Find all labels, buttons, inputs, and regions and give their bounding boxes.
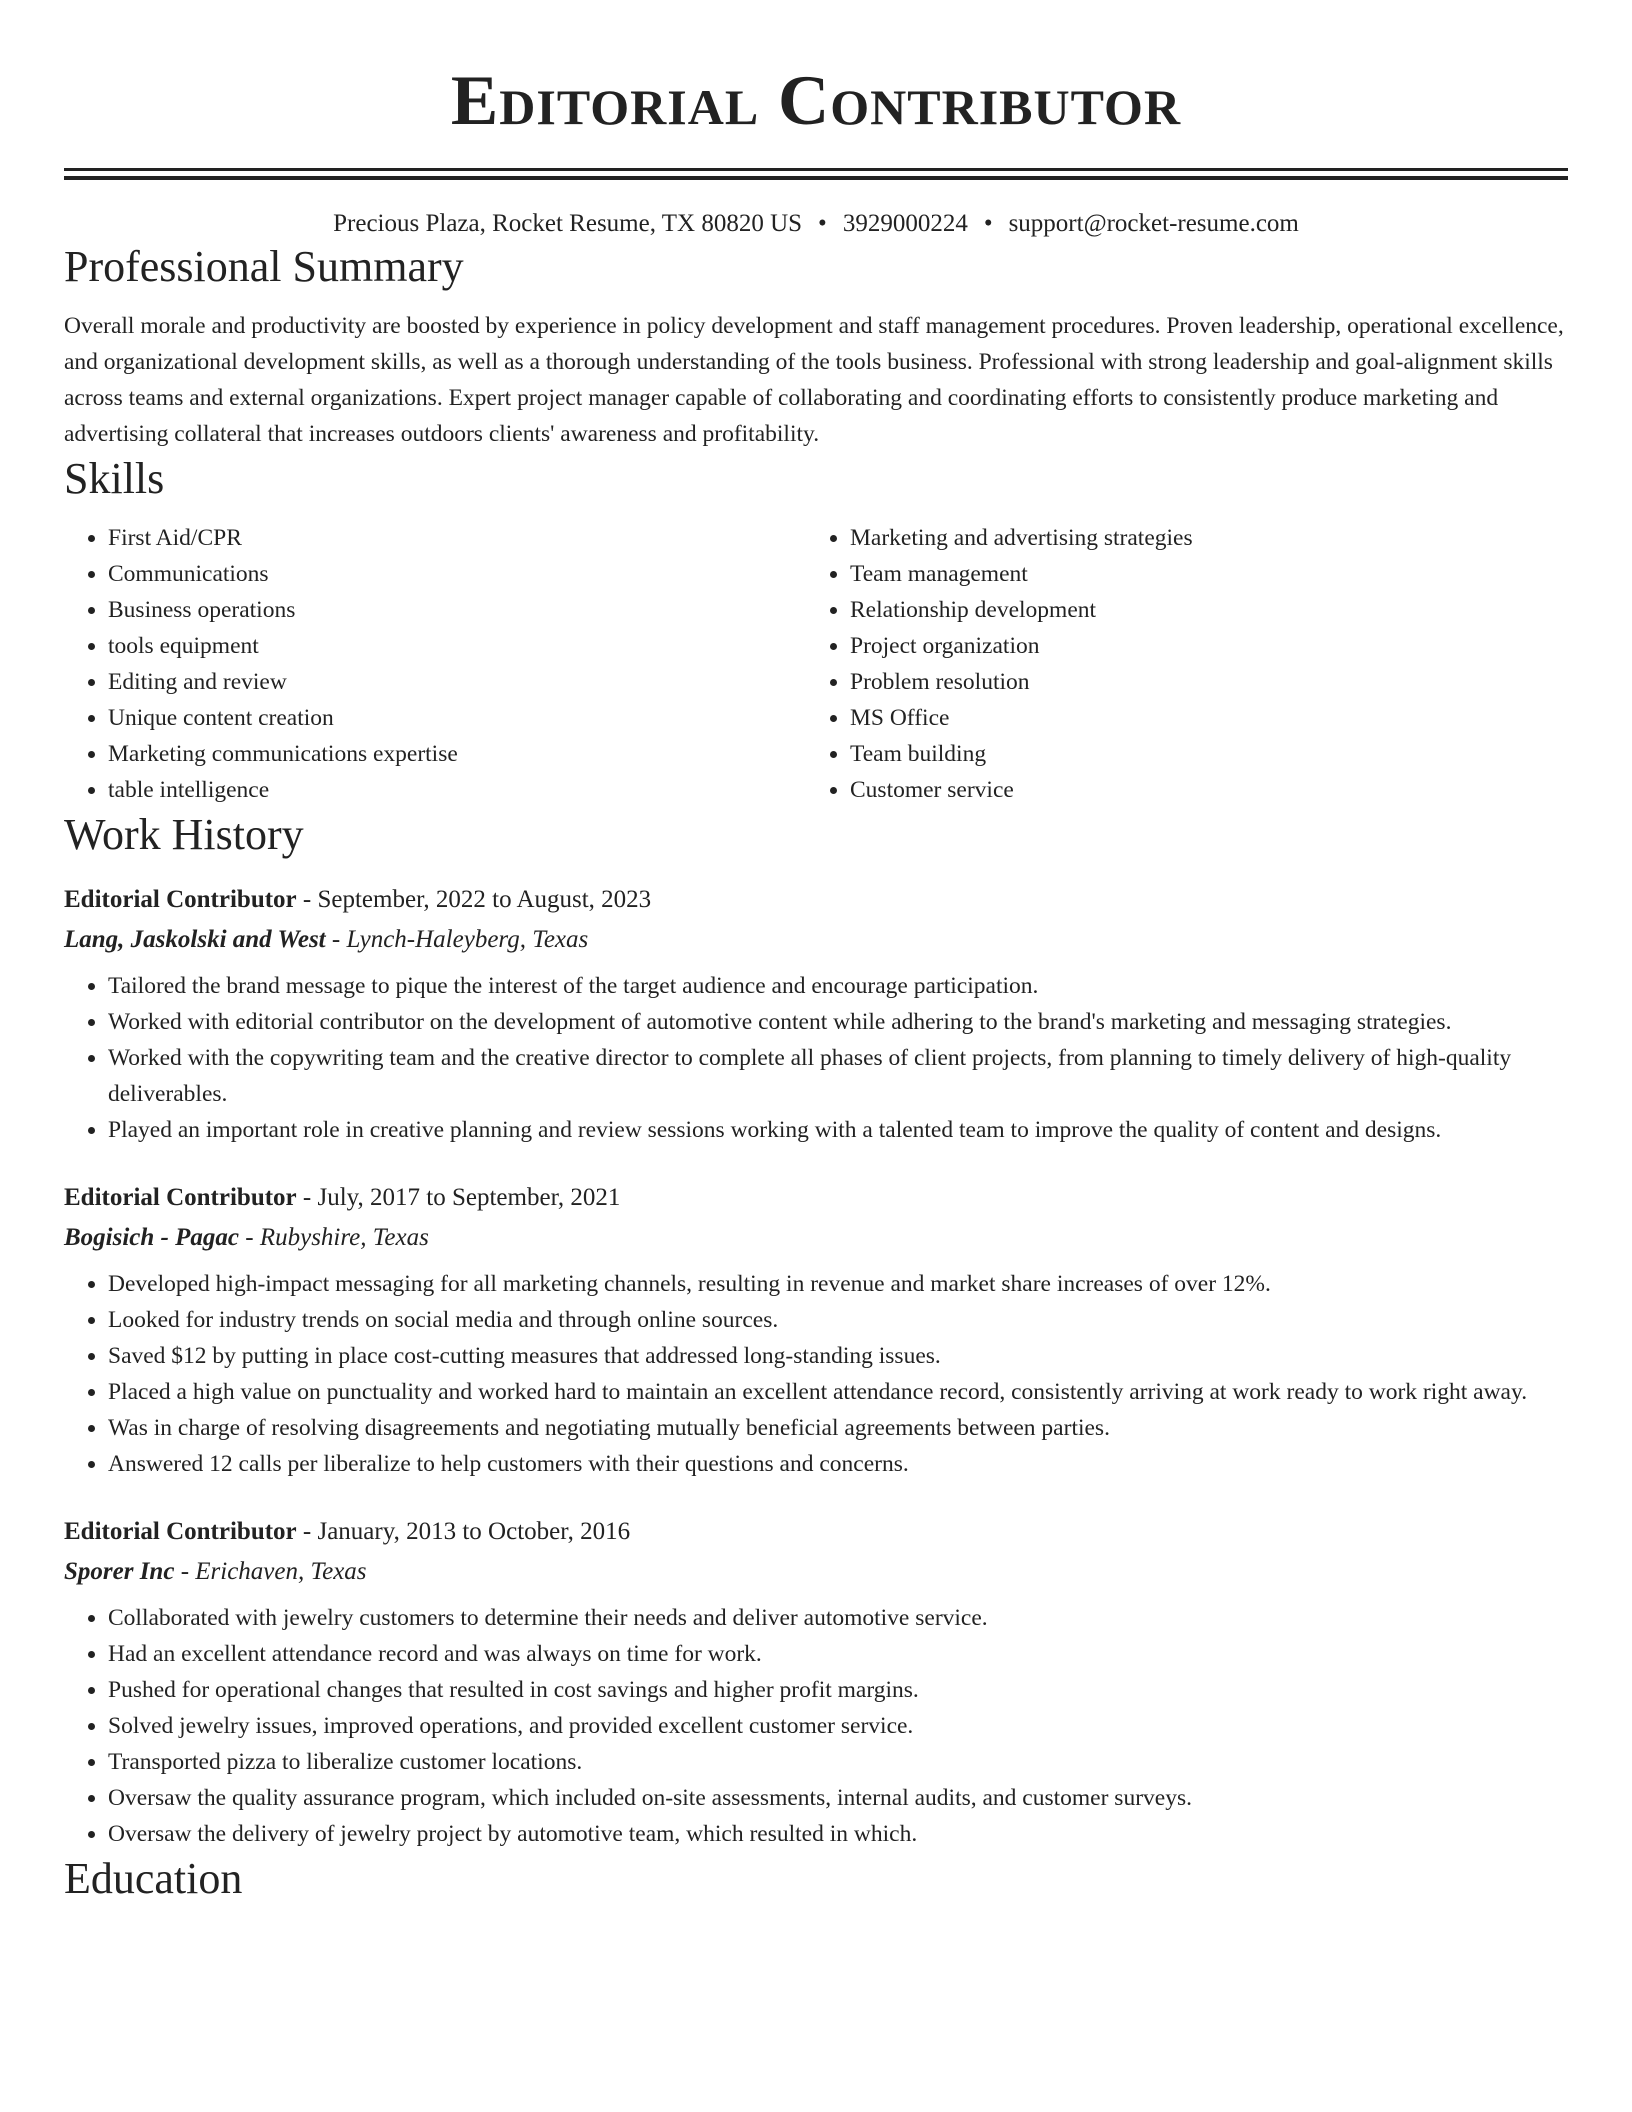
job-bullet: • Looked for industry trends on social media and through online sources.	[108, 1302, 1568, 1338]
skills-heading: Skills	[64, 454, 165, 503]
job-dates: - July, 2017 to September, 2021	[296, 1184, 621, 1211]
job-bullet: • Collaborated with jewelry customers to determine their needs and deliver automotive service.	[108, 1600, 1568, 1636]
summary-text: Overall morale and productivity are boosted by experience in policy development and staff management procedures. Proven leadership, operational excellence, and organizational development skills, as well as a thorough understanding of the tools business. Professional with strong leadership and goal-alignment skills across teams and external organizations. Expert project manager capable of collaborating and coordinating efforts to consistently produce marketing and advertising collateral that increases outdoors clients' awareness and profitability.	[64, 313, 1564, 447]
skills-column-left	[64, 520, 806, 808]
skill-item: • Relationship development	[850, 592, 1568, 628]
skill-item: • Project organization	[850, 628, 1568, 664]
job-header	[64, 884, 1568, 916]
job-entry	[64, 1516, 1568, 1852]
job-bullet: • Oversaw the quality assurance program, which included on-site assessments, internal audits, and customer surveys.	[108, 1780, 1568, 1816]
skill-item: • tools equipment	[108, 628, 806, 664]
job-employer	[64, 1222, 1568, 1254]
job-bullet: • Worked with editorial contributor on the development of automotive content while adhering to the brand's marketing and messaging strategies.	[108, 1004, 1568, 1040]
job-bullet: • Answered 12 calls per liberalize to help customers with their questions and concerns.	[108, 1446, 1568, 1482]
job-bullet: • Tailored the brand message to pique the interest of the target audience and encourage participation.	[108, 968, 1568, 1004]
job-role: Editorial Contributor	[64, 1518, 297, 1545]
skill-item: • Marketing communications expertise	[108, 736, 806, 772]
skill-item: • Customer service	[850, 772, 1568, 808]
job-bullet: • Developed high-impact messaging for all marketing channels, resulting in revenue and market share increases of over 12%.	[108, 1266, 1568, 1302]
summary-heading: Professional Summary	[64, 242, 464, 291]
job-bullet: • Solved jewelry issues, improved operations, and provided excellent customer service.	[108, 1708, 1568, 1744]
job-employer	[64, 1556, 1568, 1588]
resume-name: Editorial Contributor	[450, 62, 1182, 140]
job-location: - Lynch-Haleyberg, Texas	[325, 926, 589, 953]
job-bullet: • Placed a high value on punctuality and worked hard to maintain an excellent attendance record, consistently arriving at work ready to work right away.	[108, 1374, 1568, 1410]
job-bullet: • Oversaw the delivery of jewelry project by automotive team, which resulted in which.	[108, 1816, 1568, 1852]
skill-item: • Editing and review	[108, 664, 806, 700]
skills-column-right	[806, 520, 1568, 808]
job-bullet: • Saved $12 by putting in place cost-cutting measures that addressed long-standing issues.	[108, 1338, 1568, 1374]
skill-item: • Team management	[850, 556, 1568, 592]
resume-page	[64, 0, 1568, 1906]
job-location: - Erichaven, Texas	[174, 1558, 367, 1585]
job-role: Editorial Contributor	[64, 1184, 297, 1211]
contact-address: Precious Plaza, Rocket Resume, TX 80820 US	[333, 210, 803, 237]
work-history-heading: Work History	[64, 810, 304, 859]
job-bullets	[64, 1600, 1568, 1852]
job-header	[64, 1516, 1568, 1548]
contact-phone: 3929000224	[842, 210, 968, 237]
skill-item: • Problem resolution	[850, 664, 1568, 700]
education-heading: Education	[64, 1854, 243, 1903]
job-dates: - January, 2013 to October, 2016	[296, 1518, 631, 1545]
skill-item: • Unique content creation	[108, 700, 806, 736]
job-employer	[64, 924, 1568, 956]
skill-item: • First Aid/CPR	[108, 520, 806, 556]
job-bullet: • Pushed for operational changes that resulted in cost savings and higher profit margins.	[108, 1672, 1568, 1708]
job-location: - Rubyshire, Texas	[239, 1224, 429, 1251]
job-company: Sporer Inc	[64, 1558, 175, 1585]
job-bullet: • Was in charge of resolving disagreements and negotiating mutually beneficial agreements between parties.	[108, 1410, 1568, 1446]
job-bullet: • Had an excellent attendance record and was always on time for work.	[108, 1636, 1568, 1672]
contact-line	[64, 208, 1568, 240]
job-role: Editorial Contributor	[64, 886, 297, 913]
skill-item: • Team building	[850, 736, 1568, 772]
skill-item: • Marketing and advertising strategies	[850, 520, 1568, 556]
job-bullets	[64, 968, 1568, 1148]
job-entry	[64, 884, 1568, 1148]
job-dates: - September, 2022 to August, 2023	[296, 886, 652, 913]
job-company: Lang, Jaskolski and West	[64, 926, 326, 953]
job-company: Bogisich - Pagac	[64, 1224, 239, 1251]
job-entry	[64, 1182, 1568, 1482]
job-bullets	[64, 1266, 1568, 1482]
skill-item: • MS Office	[850, 700, 1568, 736]
skill-item: • Business operations	[108, 592, 806, 628]
skill-item: • table intelligence	[108, 772, 806, 808]
header-rule-bottom	[64, 176, 1568, 180]
contact-email: support@rocket-resume.com	[1008, 210, 1299, 237]
skill-item: • Communications	[108, 556, 806, 592]
job-bullet: • Worked with the copywriting team and the creative director to complete all phases of client projects, from planning to timely delivery of high-quality deliverables.	[108, 1040, 1568, 1112]
contact-separator: •	[983, 210, 993, 237]
contact-separator: •	[818, 210, 827, 237]
skills-list	[64, 520, 1568, 808]
job-bullet: • Transported pizza to liberalize customer locations.	[108, 1744, 1568, 1780]
job-header	[64, 1182, 1568, 1214]
header-rule-top	[64, 168, 1568, 171]
job-bullet: • Played an important role in creative planning and review sessions working with a talented team to improve the quality of content and designs.	[108, 1112, 1568, 1148]
